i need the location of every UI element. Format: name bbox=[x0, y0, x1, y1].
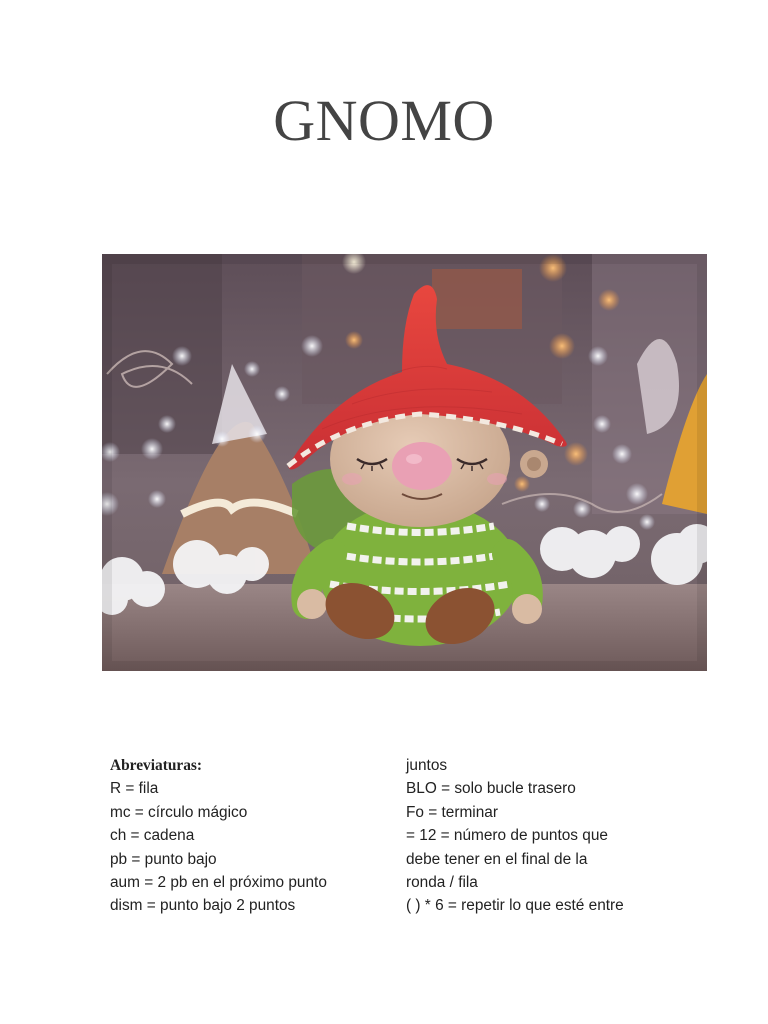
abbreviation-line: R = fila bbox=[110, 780, 159, 798]
abbreviation-line: ( ) * 6 = repetir lo que esté entre bbox=[406, 897, 624, 915]
gnome-photo bbox=[102, 254, 707, 671]
abbreviation-line: Fo = terminar bbox=[406, 803, 498, 821]
abbreviations-right-column bbox=[406, 754, 706, 918]
abbreviation-line: debe tener en el final de la bbox=[406, 850, 588, 868]
abbreviation-line: dism = punto bajo 2 puntos bbox=[110, 897, 296, 915]
abbreviation-line: mc = círculo mágico bbox=[110, 803, 248, 821]
abbreviation-line: ronda / fila bbox=[406, 874, 478, 892]
abbreviation-line: ch = cadena bbox=[110, 827, 195, 845]
abbreviation-line: aum = 2 pb en el próximo punto bbox=[110, 874, 327, 892]
abbreviations-left-column bbox=[110, 754, 390, 918]
abbreviations-heading: Abreviaturas: bbox=[110, 757, 203, 774]
abbreviation-line: pb = punto bajo bbox=[110, 850, 217, 868]
abbreviation-line: = 12 = número de puntos que bbox=[406, 827, 608, 845]
crochet-gnome-illustration bbox=[102, 254, 707, 671]
abbreviation-line: BLO = solo bucle trasero bbox=[406, 780, 576, 798]
document-title: GNOMO bbox=[273, 88, 495, 153]
abbreviation-line: juntos bbox=[406, 757, 448, 774]
